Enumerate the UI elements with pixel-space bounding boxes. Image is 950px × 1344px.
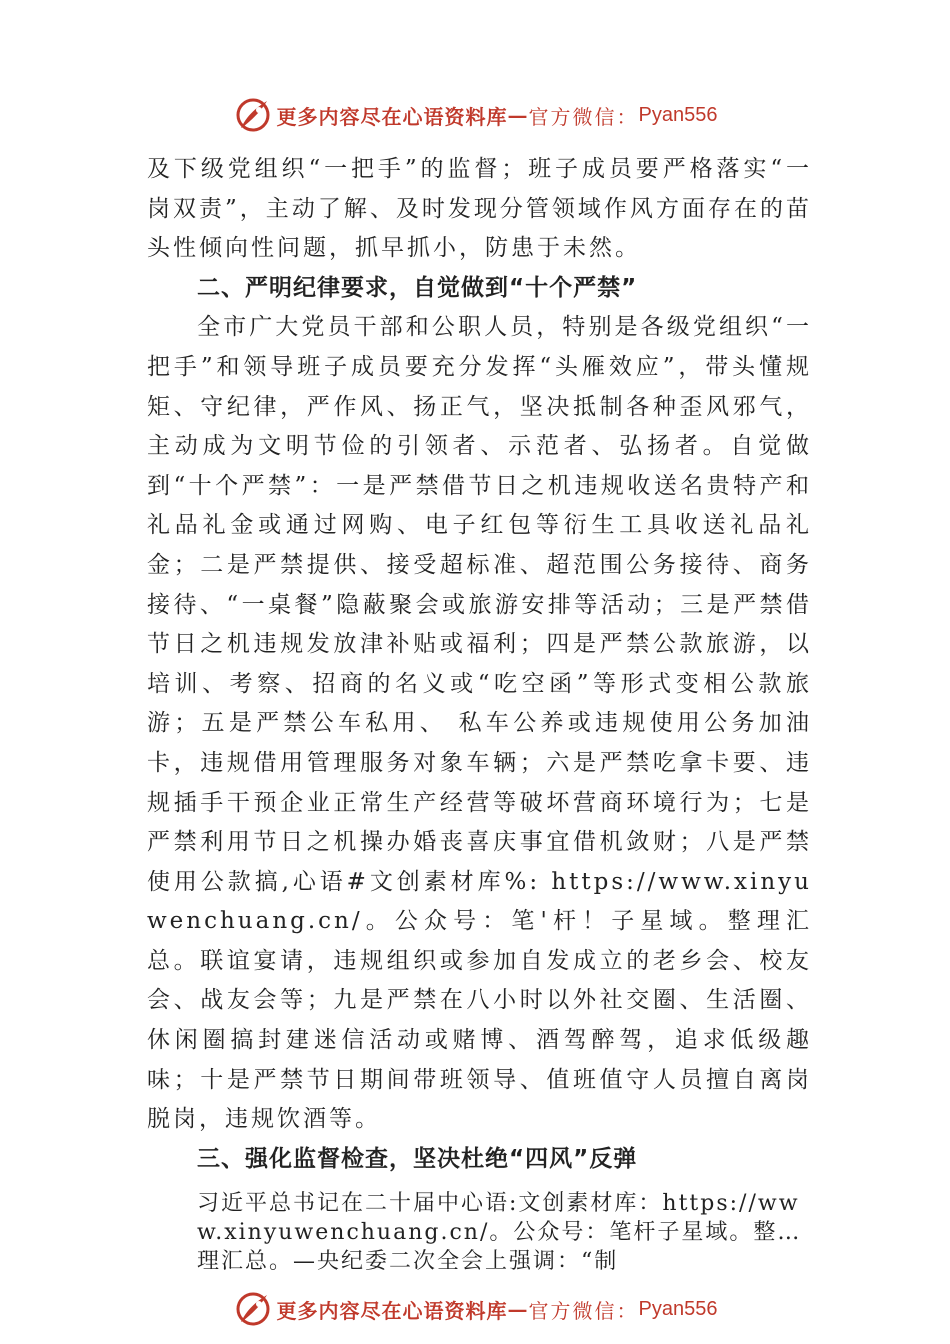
- paragraph-1: 及下级党组织“一把手”的监督；班子成员要严格落实“一岗双责”，主动了解、及时发现分管领域作风方面存在的苗头性倾向性问题，抓早抓小，防患于未然。: [147, 156, 812, 262]
- section-heading-3: 三、强化监督检查，坚决杜绝“四风”反弹: [197, 1145, 638, 1172]
- header-watermark: [0, 93, 950, 137]
- watermark-wechat-id: Pyan556: [638, 103, 718, 126]
- watermark-wechat-label: 官方微信：: [528, 104, 639, 129]
- watermark-wechat-id: Pyan556: [638, 1297, 718, 1320]
- footer-watermark: [0, 1287, 950, 1331]
- watermark-dash: —: [507, 103, 529, 127]
- watermark-wechat-label: 官方微信：: [528, 1298, 639, 1323]
- watermark-text: 更多内容尽在心语资料库: [276, 1298, 508, 1323]
- watermark-text: 更多内容尽在心语资料库: [276, 104, 508, 129]
- pen-logo-icon: [233, 1289, 273, 1329]
- paragraph-3: 习近平总书记在二十届中心语:文创素材库：https://www.xinyuwenchuang.cn/。公众号：笔杆子星域。整…理汇总。—央纪委二次全会上强调：“制: [197, 1191, 802, 1275]
- section-heading-2: 二、严明纪律要求，自觉做到“十个严禁”: [197, 274, 638, 301]
- paragraph-2: 全市广大党员干部和公职人员，特别是各级党组织“一把手”和领导班子成员要充分发挥“头雁效应”，带头懂规矩、守纪律，严作风、扬正气，坚决抵制各种歪风邪气，主动成为文明节俭的引领者、示范者、弘扬者。自觉做到“十个严禁”：一是严禁借节日之机违规收送名贵特产和礼品礼金或通过网购、电子红包等衍生工具收送礼品礼金；二是严禁提供、接受超标准、超范围公务接待、商务接待、“一桌餐”隐蔽聚会或旅游安排等活动；三是严禁借节日之机违规发放津补贴或福利；四是严禁公款旅游，以培训、考察、招商的名义或“吃空函”等形式变相公款旅游；五是严禁公车私用、 私车公养或违规使用公务加油卡，违规借用管理服务对象车辆；六是严禁吃拿卡要、违规插手干预企业正常生产经营等破坏营商环境行为；七是严禁利用节日之机操办婚丧喜庆事宜借机敛财；八是严禁使用公款搞,心语#文创素材库%: https://www.xinyuwenchuang.cn/。公众号：笔'杆！子星域。整理汇总。联谊宴请，违规组织或参加自发成立的老乡会、校友会、战友会等；九是严禁在八小时以外社交圈、生活圈、休闲圈搞封建迷信活动或赌博、酒驾醉驾，追求低级趣味；十是严禁节日期间带班领导、值班值守人员擅自离岗脱岗，违规饮酒等。: [147, 314, 812, 1133]
- pen-logo-icon: [233, 95, 273, 135]
- document-body: [147, 150, 812, 1276]
- watermark-dash: —: [507, 1297, 529, 1321]
